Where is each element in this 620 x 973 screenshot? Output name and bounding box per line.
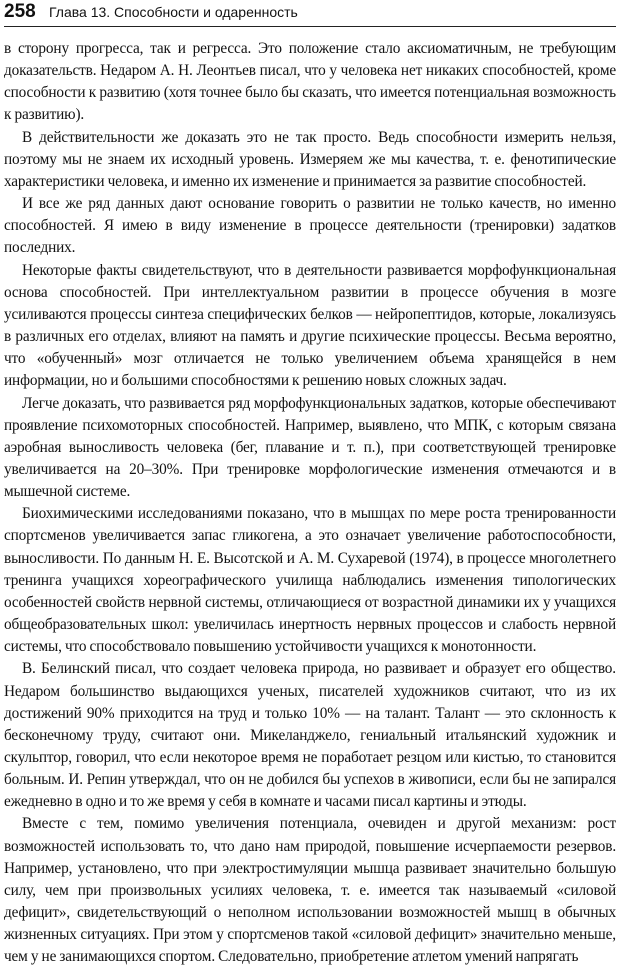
page-header <box>4 0 616 27</box>
paragraph: Вместе с тем, помимо увеличения потенциала, очевиден и другой механизм: рост возможностей использовать то, что дано нам природой, повышение исчерпаемости резервов. Например, установлено, что при электростимуляции мышца развивает значительно большую силу, чем при произвольных усилиях человека, т. е. имеется так называемый «силовой дефицит», свидетельствующий о неполном использовании возможностей мышц в обычных жизненных ситуациях. При этом у спортсменов такой «силовой дефицит» значительно меньше, чем у не занимающихся спортом. Следовательно, приобретение атлетом умений напрягать <box>4 815 616 966</box>
body-text <box>4 38 616 969</box>
paragraph: Некоторые факты свидетельствуют, что в деятельности развивается морфофункциональная основа способностей. При интеллектуальном развитии в процессе обучения в мозге усиливаются процессы синтеза специфических белков — нейропептидов, которые, локализуясь в различных его отделах, влияют на память и другие психические процессы. Весьма вероятно, что «обученный» мозг отличается не только увеличением объема хранящейся в нем информации, но и большими способностями к решению новых сложных задач. <box>4 261 616 390</box>
paragraph: В. Белинский писал, что создает человека природа, но развивает и образует его общество. Недаром большинство выдающихся ученых, писателей художников считают, что из их достижений 90% приходится на труд и только 10% — на талант. Талант — это склонность к бесконечному труду, считают они. Микеланджело, гениальный итальянский художник и скульптор, говорил, что если некоторое время не поработает резцом или кистью, то становится больным. И. Репин утверждал, что он не добился бы успехов в живописи, если бы не запирался ежедневно в одно и то же время у себя в комнате и часами писал картины и этюды. <box>4 660 616 811</box>
page-number: 258 <box>4 1 36 22</box>
paragraph: в сторону прогресса, так и регресса. Это положение стало аксиоматичным, не требующим доказательств. Недаром А. Н. Леонтьев писал, что у человека нет никаких способностей, кроме способности к развитию (хотя точнее было бы сказать, что имеется потенциальная возможность к развитию). <box>4 40 616 124</box>
paragraph: И все же ряд данных дают основание говорить о развитии не только качеств, но именно способностей. Я имею в виду изменение в процессе деятельности (тренировки) задатков последних. <box>4 195 616 257</box>
paragraph: Легче доказать, что развивается ряд морфофункциональных задатков, которые обеспечивают проявление психомоторных способностей. Например, выявлено, что МПК, с которым связана аэробная выносливость человека (бег, плавание и т. п.), при соответствующей тренировке увеличивается на 20–30%. При тренировке морфологические изменения отмечаются и в мышечной системе. <box>4 394 616 501</box>
chapter-title: Глава 13. Способности и одаренность <box>49 4 298 20</box>
paragraph: Биохимическими исследованиями показано, что в мышцах по мере роста тренированности спортсменов увеличивается запас гликогена, а это означает увеличение работоспособности, выносливости. По данным Н. Е. Высотской и А. М. Сухаревой (1974), в процессе многолетнего тренинга учащихся хореографического училища наблюдались изменения типологических особенностей свойств нервной системы, отличающиеся от возрастной динамики их у учащихся общеобразовательных школ: увеличилась инертность нервных процессов и слабость нервной системы, что способствовало повышению устойчивости учащихся к монотонности. <box>4 505 616 656</box>
paragraph: В действительности же доказать это не так просто. Ведь способности измерить нельзя, поэтому мы не знаем их исходный уровень. Измеряем же мы качества, т. е. фенотипические характеристики человека, и именно их изменение и принимается за развитие способностей. <box>4 128 616 190</box>
